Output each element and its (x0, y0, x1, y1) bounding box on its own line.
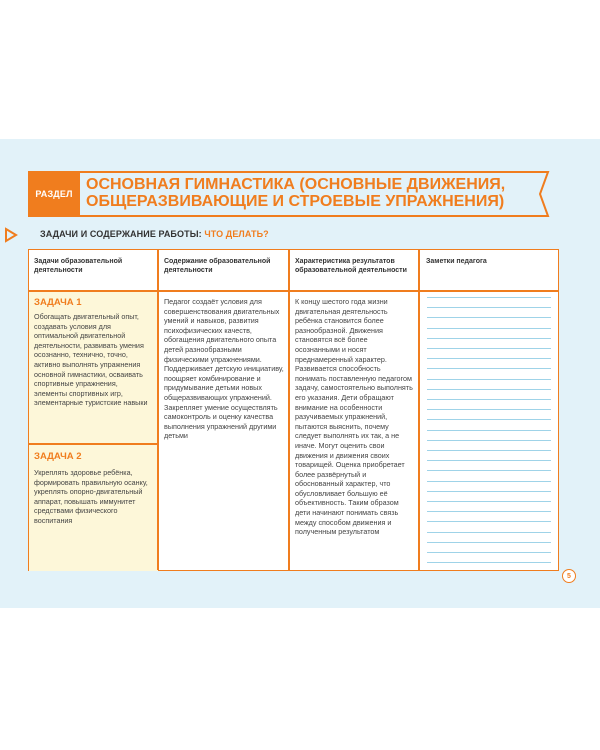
note-line (427, 317, 551, 318)
column-header-tasks: Задачи образовательной деятельности (34, 258, 123, 274)
note-line (427, 307, 551, 308)
column-header-results: Характеристика результатов образовательной деятельности (295, 258, 407, 274)
note-line (427, 481, 551, 482)
task-1-title: ЗАДАЧА 1 (34, 297, 82, 308)
note-line (427, 501, 551, 502)
note-line (427, 389, 551, 390)
note-line (427, 491, 551, 492)
section-badge: РАЗДЕЛ (28, 172, 80, 215)
note-line (427, 521, 551, 522)
column-divider (157, 250, 159, 570)
arrow-right-icon (4, 227, 20, 243)
note-line (427, 409, 551, 410)
subtitle-accent: ЧТО ДЕЛАТЬ? (204, 229, 269, 239)
note-line (427, 552, 551, 553)
column-header-content: Содержание образовательной деятельности (164, 258, 271, 274)
note-line (427, 419, 551, 420)
section-subtitle (40, 229, 269, 239)
column-divider (288, 250, 290, 570)
content-text: Педагог создаёт условия для совершенствования двигательных умений и навыков, развития психофизических качеств, обогащения двигательного опыта детей разнообразными физическими упражнениями. Поддерживает детскую инициативу, поощряет комбинирование и придумывание детьми новых общеразвивающих упражнений. Закрепляет умение осуществлять самоконтроль и оценку качества выполнения упражнений другими детьми (164, 297, 284, 441)
note-line (427, 440, 551, 441)
task-1-text: Обогащать двигательный опыт, создавать условия для оптимальной двигательной деятельности, развивать умения осознанно, технично, точно, активно выполнять упражнения основной гимнастики, осваивать спортивные упражнения, элементы спортивных игр, элементарные туристские навыки (34, 312, 148, 408)
note-line (427, 532, 551, 533)
note-line (427, 450, 551, 451)
page-title (86, 176, 546, 210)
note-line (427, 460, 551, 461)
note-line (427, 511, 551, 512)
note-line (427, 562, 551, 563)
note-line (427, 328, 551, 329)
note-line (427, 379, 551, 380)
header-divider (29, 290, 558, 292)
note-line (427, 297, 551, 298)
note-line (427, 368, 551, 369)
results-text: К концу шестого года жизни двигательная деятельность ребёнка становится более разнообразной. Движения становятся всё более осознанными и носят преднамеренный характер. Развивается способность понимать поставленную педагогом задачу, самостоятельно выполнять его указания. Дети обращают внимание на особенности разучиваемых упражнений, пытаются выяснить, почему следует выполнять их так, а не иначе. Могут оценить свои движения и движения своих товарищей. Оценка приобретает более развёрнутый и обоснованный характер, что обусловливает большую её объективность. Таким образом дети начинают понимать связь между способом движения и полученным результатом (295, 297, 413, 537)
note-line (427, 542, 551, 543)
note-line (427, 399, 551, 400)
task-divider (29, 443, 158, 445)
column-divider (418, 250, 420, 570)
subtitle-text: ЗАДАЧИ И СОДЕРЖАНИЕ РАБОТЫ: (40, 229, 205, 239)
task-2-text: Укреплять здоровье ребёнка, формировать правильную осанку, укреплять опорно-двигательный аппарат, повышать иммунитет средствами физического воспитания (34, 468, 148, 525)
note-line (427, 338, 551, 339)
title-line-1: ОСНОВНАЯ ГИМНАСТИКА (ОСНОВНЫЕ ДВИЖЕНИЯ, (86, 176, 506, 193)
note-line (427, 348, 551, 349)
note-line (427, 470, 551, 471)
page-number: 5 (562, 569, 576, 583)
note-line (427, 430, 551, 431)
note-line (427, 358, 551, 359)
content-table (28, 249, 559, 571)
column-header-notes: Заметки педагога (426, 258, 487, 265)
title-line-2: ОБЩЕРАЗВИВАЮЩИЕ И СТРОЕВЫЕ УПРАЖНЕНИЯ) (86, 193, 505, 210)
task-2-title: ЗАДАЧА 2 (34, 451, 82, 462)
